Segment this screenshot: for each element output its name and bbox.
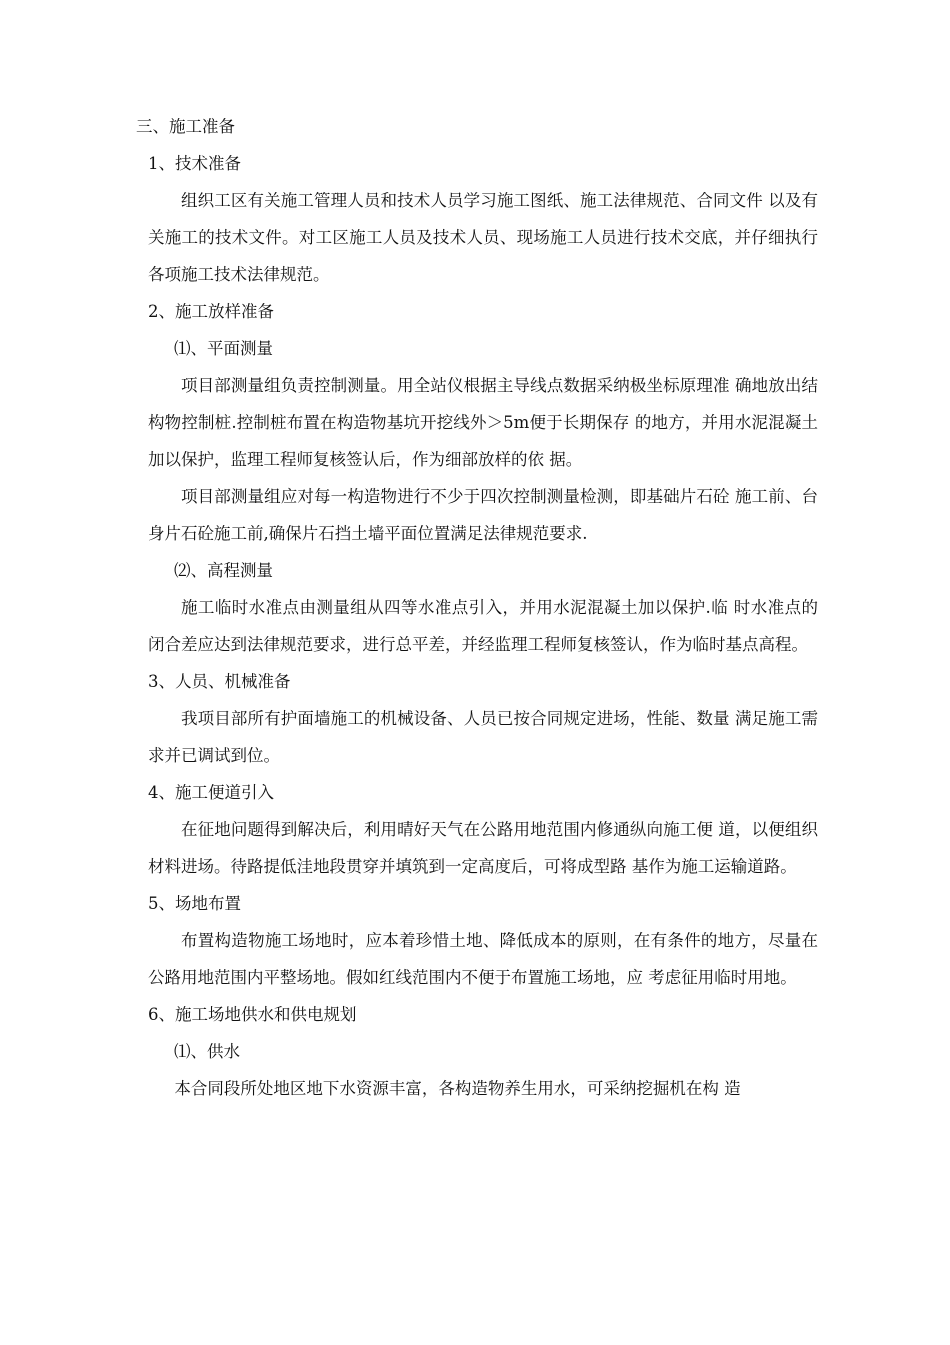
heading-technical-preparation: 1、技术准备 xyxy=(148,154,241,173)
paragraph-elevation-survey: 施工临时水准点由测量组从四等水准点引入，并用水泥混凝土加以保护.临 时水准点的闭合差应达到法律规范要求，进行总平差，并经监理工程师复核签认，作为临时基点高程。 xyxy=(148,598,818,654)
subheading-water-supply: ⑴、供水 xyxy=(174,1042,240,1061)
heading-layout-preparation: 2、施工放样准备 xyxy=(148,302,274,321)
document-body xyxy=(136,108,818,1107)
subheading-plane-survey: ⑴、平面测量 xyxy=(174,339,273,358)
section-title: 三、施工准备 xyxy=(136,117,235,136)
paragraph-plane-survey-2: 项目部测量组应对每一构造物进行不少于四次控制测量检测，即基础片石砼 施工前、台身片石砼施工前,确保片石挡土墙平面位置满足法律规范要求. xyxy=(148,487,818,543)
heading-personnel-machinery: 3、人员、机械准备 xyxy=(148,672,291,691)
paragraph-water-supply: 本合同段所处地区地下水资源丰富，各构造物养生用水，可采纳挖掘机在构 造 xyxy=(174,1079,741,1098)
paragraph-site-layout: 布置构造物施工场地时，应本着珍惜土地、降低成本的原则，在有条件的地方，尽量在公路用地范围内平整场地。假如红线范围内不便于布置施工场地，应 考虑征用临时用地。 xyxy=(148,931,818,987)
subheading-elevation-survey: ⑵、高程测量 xyxy=(174,561,273,580)
paragraph-technical-preparation: 组织工区有关施工管理人员和技术人员学习施工图纸、施工法律规范、合同文件 以及有关施工的技术文件。对工区施工人员及技术人员、现场施工人员进行技术交底，并仔细执行各项施工技术法律规范。 xyxy=(148,191,818,284)
paragraph-access-road: 在征地问题得到解决后，利用晴好天气在公路用地范围内修通纵向施工便 道，以便组织材料进场。待路提低洼地段贯穿并填筑到一定高度后，可将成型路 基作为施工运输道路。 xyxy=(148,820,818,876)
heading-site-layout: 5、场地布置 xyxy=(148,894,241,913)
heading-water-power-planning: 6、施工场地供水和供电规划 xyxy=(148,1005,357,1024)
paragraph-personnel-machinery: 我项目部所有护面墙施工的机械设备、人员已按合同规定进场，性能、数量 满足施工需求并已调试到位。 xyxy=(148,709,818,765)
heading-access-road: 4、施工便道引入 xyxy=(148,783,274,802)
paragraph-plane-survey-1: 项目部测量组负责控制测量。用全站仪根据主导线点数据采纳极坐标原理准 确地放出结构物控制桩.控制桩布置在构造物基坑开挖线外＞5m便于长期保存 的地方，并用水泥混凝土加以保护，监理工程师复核签认后，作为细部放样的依 据。 xyxy=(148,376,818,469)
